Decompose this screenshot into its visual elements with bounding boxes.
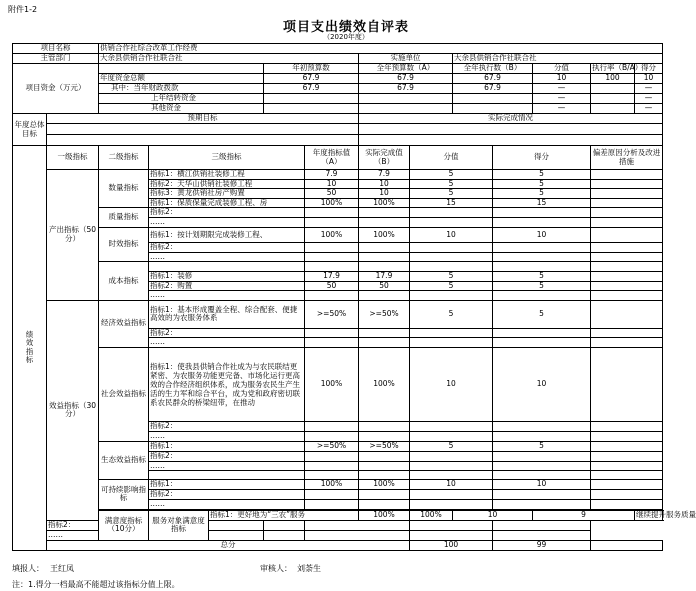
indicator-row <box>13 228 663 243</box>
funds-row <box>13 94 663 104</box>
self-evaluation-table <box>12 43 696 551</box>
indicator-actual: 50 <box>359 281 410 291</box>
indicator-target: 10 <box>305 179 359 189</box>
total-label: 总分 <box>47 540 410 550</box>
indicator-value: 5 <box>410 170 493 180</box>
funds-row-label: 上年结转资金 <box>99 94 264 104</box>
indicator-actual: 100% <box>359 198 410 208</box>
funds-rate <box>591 104 635 114</box>
funds-row <box>13 74 663 84</box>
project-name-row <box>13 44 663 54</box>
funds-annual: 67.9 <box>359 74 453 84</box>
indicator-score: 10 <box>493 480 591 490</box>
indicator-header: 二级指标 <box>99 146 149 170</box>
page-title: 项目支出绩效自评表 <box>282 20 409 35</box>
satisfaction-label: 满意度指标（10分） <box>99 510 149 540</box>
indicator-score: 5 <box>493 272 591 282</box>
funds-row-label: 其中：当年财政拨款 <box>99 84 264 94</box>
funds-row <box>13 84 663 94</box>
ellipsis: …… <box>149 431 305 441</box>
indicator-score: 5 <box>493 441 591 451</box>
indicator-target: 100% <box>305 198 359 208</box>
indicator-row <box>13 441 663 451</box>
cat-quantity: 数量指标 <box>99 170 149 208</box>
indicator-value: 5 <box>410 281 493 291</box>
indicator-name: 指标1：装修 <box>149 272 305 282</box>
dept-label: 主管部门 <box>13 54 99 64</box>
indicator-value: 10 <box>410 347 493 421</box>
funds-rate <box>591 94 635 104</box>
indicator-actual: >=50% <box>359 441 410 451</box>
indicator-row <box>13 170 663 180</box>
indicator-target: 50 <box>305 189 359 199</box>
funds-annual: 67.9 <box>359 84 453 94</box>
indicator-score: 10 <box>493 228 591 243</box>
ellipsis: …… <box>149 218 305 228</box>
funds-header: 全年执行数（B） <box>453 64 533 74</box>
perf-label <box>13 146 47 551</box>
funds-executed <box>453 94 533 104</box>
funds-header: 年初预算数 <box>264 64 359 74</box>
indicator-score: 10 <box>493 347 591 421</box>
indicator-actual: >=50% <box>359 300 410 328</box>
funds-score-value: — <box>533 94 591 104</box>
indicator-header-row <box>13 146 663 170</box>
reviewer-name: 刘荼生 <box>297 564 321 573</box>
indicator-name: 指标1：按计划期限完成装修工程、 <box>149 228 305 243</box>
impl-label: 实施单位 <box>359 54 453 64</box>
indicator-value: 10 <box>410 228 493 243</box>
indicator-row <box>13 347 663 421</box>
indicator-score: 5 <box>493 170 591 180</box>
indicator-target: 100% <box>305 480 359 490</box>
indicator-row <box>13 510 663 520</box>
funds-score-value: — <box>533 84 591 94</box>
indicator-actual: 10 <box>359 179 410 189</box>
expected-goal-header: 预期目标 <box>47 114 359 124</box>
indicator-actual: 7.9 <box>359 170 410 180</box>
indicator-row <box>13 262 663 272</box>
funds-initial: 67.9 <box>264 84 359 94</box>
indicator-actual: 100% <box>359 480 410 490</box>
indicator-value: 5 <box>410 441 493 451</box>
funds-header-row <box>13 64 663 74</box>
indicator-actual: 10 <box>359 189 410 199</box>
indicator-header: 得分 <box>493 146 591 170</box>
benefit-label: 效益指标（30分） <box>47 300 99 520</box>
indicator-name: 指标2： <box>149 490 305 500</box>
indicator-value: 5 <box>410 179 493 189</box>
funds-initial <box>264 104 359 114</box>
indicator-actual: 100% <box>410 510 453 520</box>
indicator-score: 5 <box>493 179 591 189</box>
filler-name: 王红凤 <box>50 564 74 573</box>
indicator-row <box>13 300 663 328</box>
funds-initial: 67.9 <box>264 74 359 84</box>
funds-initial <box>264 94 359 104</box>
ellipsis: …… <box>149 461 305 471</box>
indicator-target: 100% <box>359 510 410 520</box>
indicator-target: >=50% <box>305 300 359 328</box>
funds-executed <box>453 104 533 114</box>
indicator-score: 5 <box>493 300 591 328</box>
indicator-name: 指标2：天华山供销社装修工程 <box>149 179 305 189</box>
dept-value: 大余县供销合作社联合社 <box>99 54 359 64</box>
funds-rate: 100 <box>591 74 635 84</box>
funds-rate <box>591 84 635 94</box>
indicator-target: >=50% <box>305 441 359 451</box>
cat-timeliness: 时效指标 <box>99 228 149 262</box>
indicator-value: 10 <box>453 510 533 520</box>
indicator-name: 指标1： <box>149 441 305 451</box>
impl-value: 大余县供销合作社联合社 <box>453 54 663 64</box>
cat-social: 社会效益指标 <box>99 347 149 441</box>
annex-label: 附件1-2 <box>8 5 38 14</box>
ellipsis: …… <box>149 291 305 301</box>
indicator-score: 5 <box>493 281 591 291</box>
perf-label-text: 绩效指标 <box>25 329 34 365</box>
indicator-header: 实际完成值（B） <box>359 146 410 170</box>
cat-quality: 质量指标 <box>99 208 149 228</box>
project-name-value: 供销合作社综合改革工作经费 <box>99 44 663 54</box>
funds-score: — <box>635 94 663 104</box>
funds-annual <box>359 94 453 104</box>
indicator-target: 17.9 <box>305 272 359 282</box>
indicator-name: 指标1：保质保量完成装修工程、房 <box>149 198 305 208</box>
indicator-value: 5 <box>410 189 493 199</box>
funds-header: 得分 <box>635 64 663 74</box>
year-label: （2020年度） <box>323 33 369 41</box>
indicator-header: 一级指标 <box>47 146 99 170</box>
indicator-header: 年度指标值（A） <box>305 146 359 170</box>
reviewer-label: 审核人： <box>260 564 292 573</box>
goal-header-row <box>13 114 663 124</box>
indicator-value: 10 <box>410 480 493 490</box>
indicator-target: 7.9 <box>305 170 359 180</box>
indicator-name: 指标1： <box>149 480 305 490</box>
funds-row <box>13 104 663 114</box>
indicator-name: 指标1：更好地为“三农”服务 <box>209 510 359 520</box>
funds-annual <box>359 104 453 114</box>
deviation-note: 继续提升服务质量 <box>636 509 696 519</box>
indicator-actual: 100% <box>359 347 410 421</box>
funds-row-label: 年度资金总额 <box>99 74 264 84</box>
funds-executed: 67.9 <box>453 74 533 84</box>
expected-goal-content <box>47 124 359 135</box>
ellipsis: …… <box>149 500 305 510</box>
indicator-target: 100% <box>305 228 359 243</box>
indicator-name: 指标1：使我县供销合作社成为与农民联结更紧密、为农服务功能更完备、市场化运行更高效的合作经济组织体系，成为服务农民生产生活的生力军和综合平台，成为党和政府密切联系农民群众的桥梁纽带，在推动 <box>149 347 305 421</box>
dept-row <box>13 54 663 64</box>
funds-score-value: 10 <box>533 74 591 84</box>
indicator-name: 指标2： <box>47 520 209 530</box>
funds-score-value: — <box>533 104 591 114</box>
indicator-name: 指标2： <box>149 421 305 431</box>
indicator-target: 50 <box>305 281 359 291</box>
filler-label: 填报人： <box>12 564 44 573</box>
actual-completion-content <box>359 124 663 135</box>
indicator-name: 指标2： <box>149 451 305 461</box>
indicator-score: 9 <box>533 510 635 520</box>
indicator-name: 指标2：购置 <box>149 281 305 291</box>
total-score: 99 <box>493 540 591 550</box>
indicator-header: 分值 <box>410 146 493 170</box>
indicator-name: 指标2： <box>149 328 305 338</box>
indicator-header: 三级指标 <box>149 146 305 170</box>
funds-score: — <box>635 84 663 94</box>
indicator-actual: 100% <box>359 228 410 243</box>
overall-goal-label: 年度总体目标 <box>13 114 47 146</box>
project-name-label: 项目名称 <box>13 44 99 54</box>
funds-score: — <box>635 104 663 114</box>
funds-label: 项目资金（万元） <box>13 64 99 114</box>
funds-score: 10 <box>635 74 663 84</box>
indicator-name: 指标1：基本形成覆盖全程、综合配套、便捷高效的为农服务体系 <box>149 300 305 328</box>
cat-cost: 成本指标 <box>99 262 149 301</box>
funds-header: 全年预算数（A） <box>359 64 453 74</box>
indicator-name: 指标3：黄龙供销社房产购置 <box>149 189 305 199</box>
indicator-name: 指标2： <box>149 243 305 253</box>
indicator-target: 100% <box>305 347 359 421</box>
total-row <box>13 540 663 550</box>
cat-ecological: 生态效益指标 <box>99 441 149 480</box>
funds-row-label: 其他资金 <box>99 104 264 114</box>
cat-sustainable: 可持续影响指标 <box>99 480 149 510</box>
funds-executed: 67.9 <box>453 84 533 94</box>
cat-economic: 经济效益指标 <box>99 300 149 347</box>
indicator-value: 5 <box>410 300 493 328</box>
indicator-name: 指标1：横江供销社装修工程 <box>149 170 305 180</box>
indicator-value: 15 <box>410 198 493 208</box>
ellipsis: …… <box>149 252 305 262</box>
ellipsis: …… <box>149 338 305 348</box>
indicator-row <box>13 208 663 218</box>
indicator-actual: 17.9 <box>359 272 410 282</box>
indicator-value: 5 <box>410 272 493 282</box>
indicator-score: 15 <box>493 198 591 208</box>
funds-header: 执行率（B/A） <box>592 63 643 73</box>
actual-completion-header: 实际完成情况 <box>359 114 663 124</box>
footnote: 注：1.得分一档最高不能超过该指标分值上限。 <box>12 580 180 589</box>
output-label: 产出指标（50分） <box>47 170 99 301</box>
indicator-name: 指标2： <box>149 208 305 218</box>
funds-header: 分值 <box>533 64 591 74</box>
indicator-row <box>13 480 663 490</box>
indicator-score: 5 <box>493 189 591 199</box>
total-value: 100 <box>410 540 493 550</box>
ellipsis: …… <box>47 530 209 540</box>
indicator-header: 偏差原因分析及改进措施 <box>591 146 663 170</box>
cat-service: 服务对象满意度指标 <box>149 510 209 540</box>
